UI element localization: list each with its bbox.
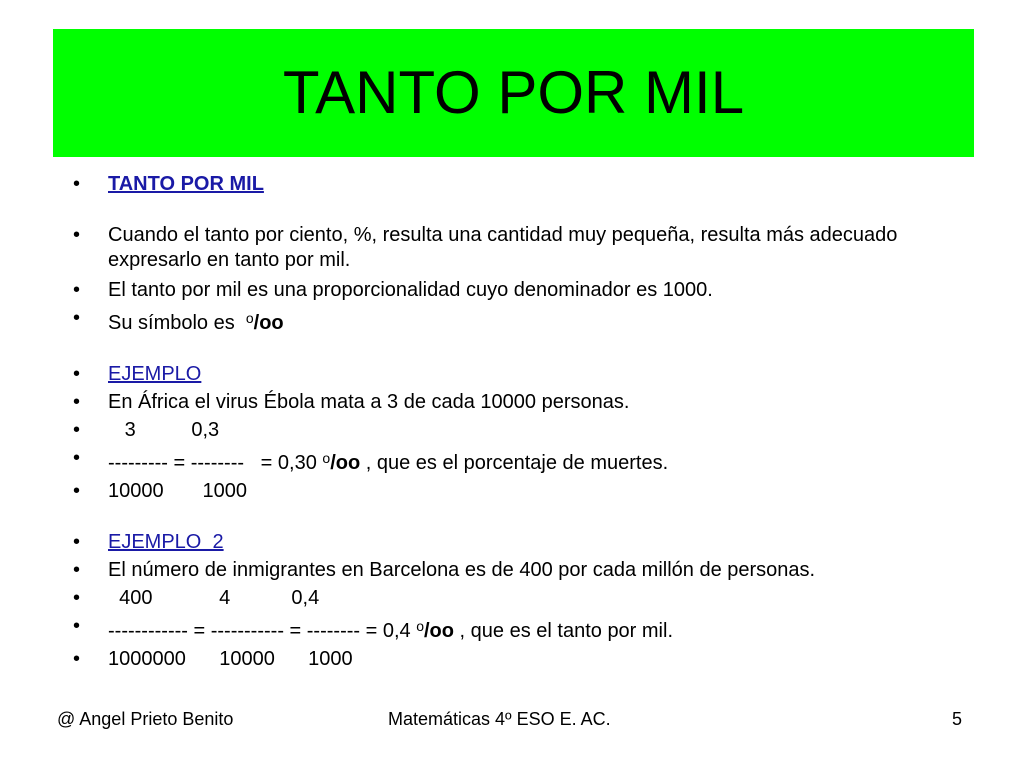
- intro-item-1: • Cuando el tanto por ciento, %, resulta una cantidad muy pequeña, resulta más adecuado expresarlo en tanto por mil.: [73, 223, 973, 273]
- spacer: [73, 336, 973, 362]
- symbol-rest: /oo: [253, 312, 284, 334]
- example1-denominators: • 10000 1000: [73, 479, 973, 504]
- example2-fraction-lead: ------------ = ----------- = -------- = 0,4: [108, 620, 417, 642]
- symbol-label: Su símbolo es: [108, 312, 246, 334]
- slide-title: TANTO POR MIL: [282, 59, 745, 126]
- example2-fraction: [73, 614, 973, 644]
- bullet-list: [73, 172, 973, 672]
- spacer: [73, 504, 973, 530]
- title-banner: [53, 29, 974, 157]
- example2-fraction-sup: o: [416, 618, 424, 634]
- example1-fraction-tail: , que es el porcentaje de muertes.: [360, 452, 669, 474]
- example2-link[interactable]: EJEMPLO 2: [108, 531, 224, 553]
- example1-statement: • En África el virus Ébola mata a 3 de cada 10000 personas.: [73, 390, 973, 415]
- example2-fraction-tail: , que es el tanto por mil.: [454, 620, 674, 642]
- footer-course: Matemáticas 4º ESO E. AC.: [388, 709, 611, 729]
- example2-fraction-sym: /oo: [424, 620, 454, 642]
- example1-numerators: • 3 0,3: [73, 418, 973, 443]
- intro-item-2: • El tanto por mil es una proporcionalidad cuyo denominador es 1000.: [73, 278, 973, 303]
- symbol-superscript: o: [245, 310, 254, 326]
- example1-fraction-lead: --------- = -------- = 0,30: [108, 452, 323, 474]
- symbol-item: [73, 306, 973, 336]
- heading-link-item: [73, 172, 973, 197]
- example1-fraction-sym: /oo: [330, 452, 361, 474]
- example1-fraction: [73, 446, 973, 476]
- example1-fraction-sup: o: [322, 450, 331, 466]
- example1-label-item: [73, 362, 973, 387]
- spacer: [73, 197, 973, 223]
- example1-link[interactable]: EJEMPLO: [108, 363, 202, 385]
- example2-numerators: • 400 4 0,4: [73, 586, 973, 611]
- footer-page-number: 5: [952, 709, 963, 729]
- footer-author: @ Angel Prieto Benito: [57, 709, 234, 729]
- heading-link[interactable]: TANTO POR MIL: [108, 173, 264, 195]
- example2-statement: • El número de inmigrantes en Barcelona es de 400 por cada millón de personas.: [73, 558, 973, 583]
- example2-label-item: [73, 530, 973, 555]
- example2-denominators: • 1000000 10000 1000: [73, 647, 973, 672]
